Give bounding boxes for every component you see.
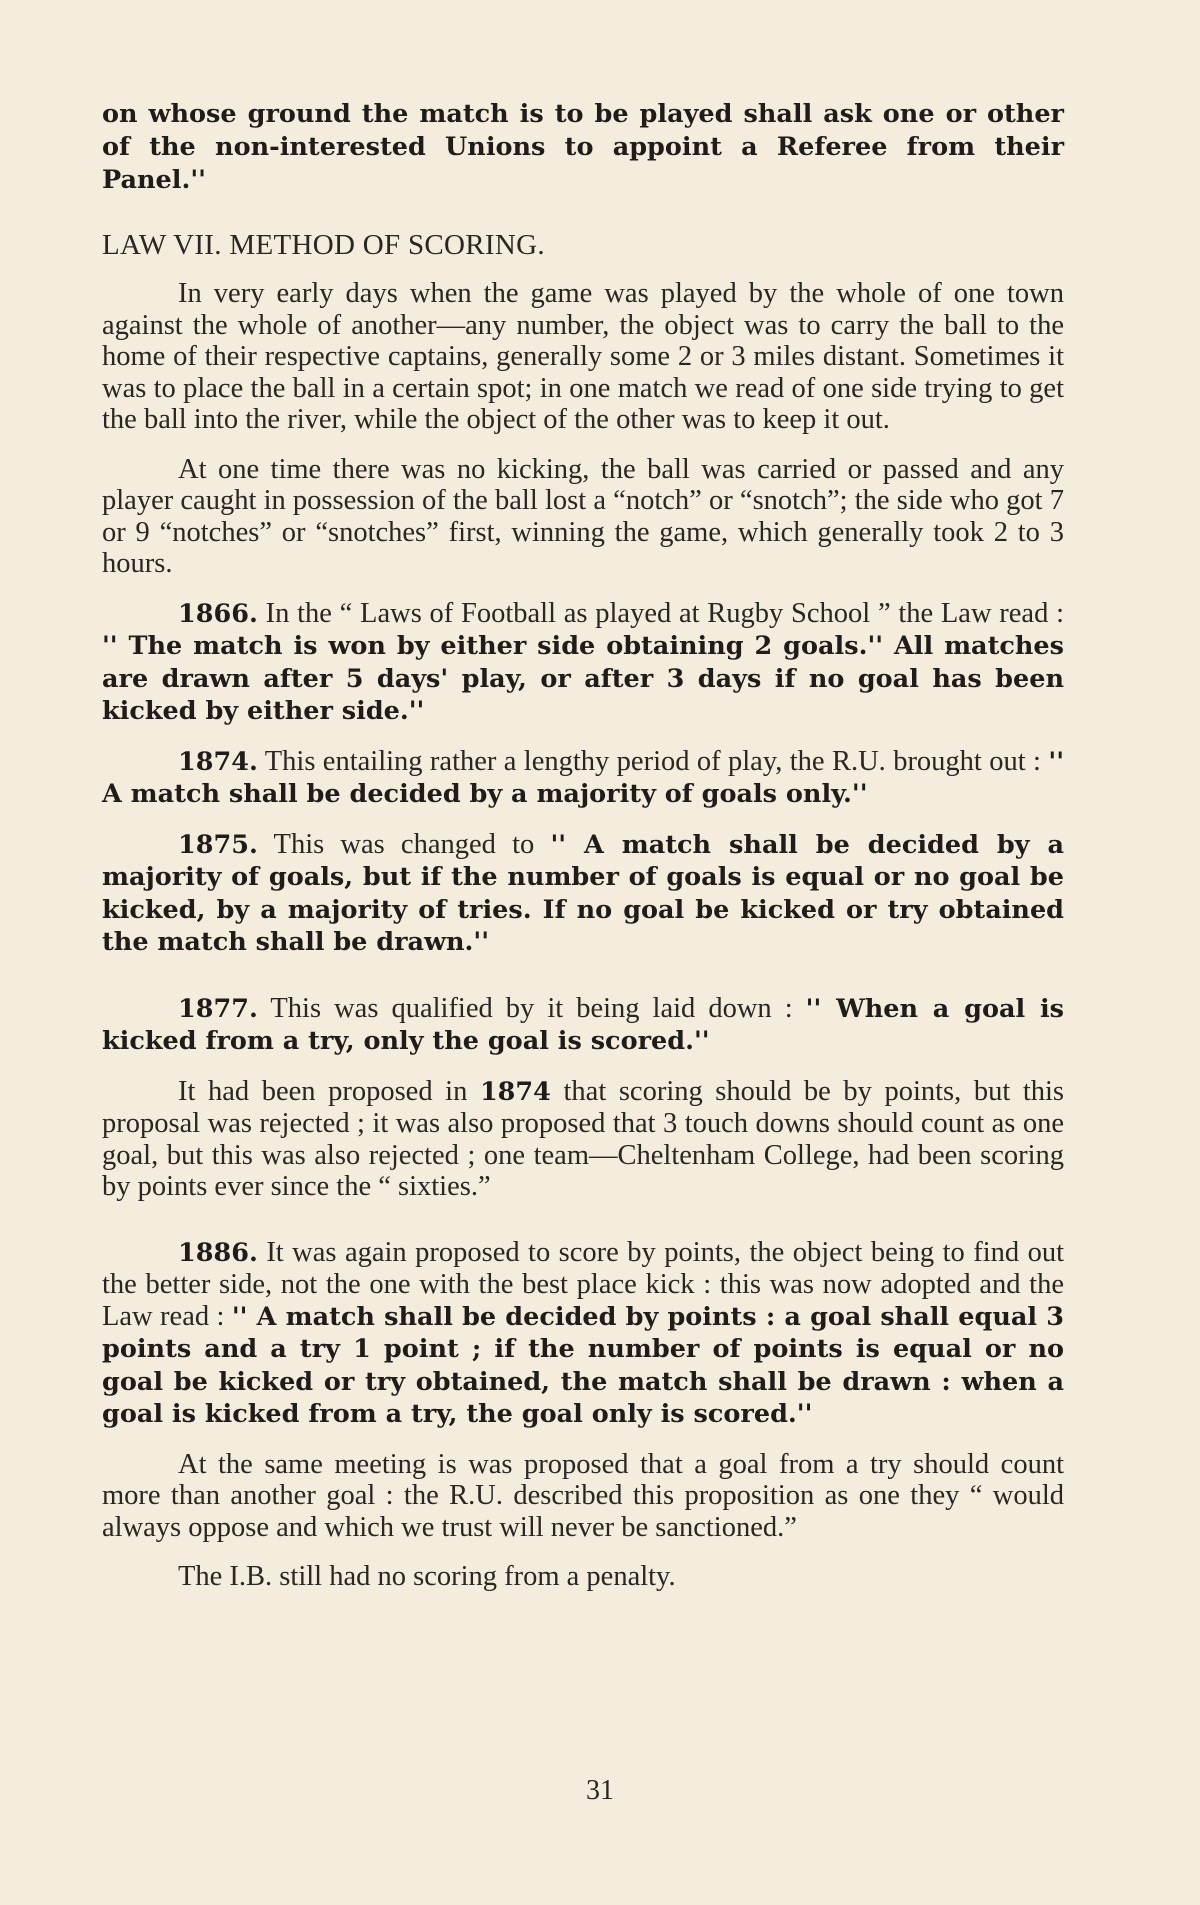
paragraph-1866 [102,598,1064,728]
year-label: 1874 [479,1076,551,1107]
year-label: 1875. [178,829,258,860]
paragraph-penalty: The I.B. still had no scoring from a penalty. [178,1561,676,1592]
section-heading: LAW VII. METHOD OF SCORING. [102,229,545,261]
year-label: 1886. [178,1237,258,1268]
paragraph-1875 [102,829,1064,959]
law-quote: '' The match is won by either side obtaining 2 goals.'' All matches are drawn after 5 days' play, or after 3 days if no goal has been kicked by either side.'' [102,631,1064,726]
paragraph-points-proposal [102,1076,1064,1203]
page-number: 31 [586,1775,614,1806]
year-label: 1866. [178,598,258,629]
paragraph-1877 [102,993,1064,1058]
law-quote: '' A match shall be decided by a majority of goals only.'' [102,746,1065,809]
paragraph-notches: At one time there was no kicking, the ball was carried or passed and any player caught in possession of the ball lost a “notch” or “snotch”; the side who got 7 or 9 “notches” or “snotches” first, winning the game, which generally took 2 to 3 hours. [102,453,1064,579]
year-label: 1877. [178,993,258,1024]
opening-paragraph: on whose ground the match is to be played shall ask one or other of the non-interested Unions to appoint a Referee from their Panel.'' [102,99,1064,195]
paragraph-text: It was again proposed to score by points, the object being to find out the better side, not the one with the best place kick : this was now adopted and the Law read : [102,1236,1064,1332]
paragraph-text: This was changed to [273,828,535,860]
paragraph-text: that scoring should be by points, but this proposal was rejected ; it was also proposed that 3 touch downs should count as one goal, but this was also rejected ; one team—Cheltenham College, had been scoring by points ever since the “ sixties.” [102,1075,1065,1202]
paragraph-text: In the “ Laws of Football as played at Rugby School ” the Law read : [265,597,1064,629]
paragraph-text: This entailing rather a lengthy period of play, the R.U. brought out : [264,745,1041,777]
year-label: 1874. [178,746,258,777]
paragraph-1874 [102,746,1064,811]
paragraph-text: This was qualified by it being laid down : [270,992,793,1024]
paragraph-same-meeting: At the same meeting is was proposed that a goal from a try should count more than another goal : the R.U. described this proposition as one they “ would always oppose and which we trust will never be sanctioned.” [102,1448,1064,1543]
law-quote: '' A match shall be decided by a majority of goals, but if the number of goals is equal or no goal be kicked, by a majority of tries. If no goal be kicked or try obtained the match shall be drawn.'' [102,829,1065,957]
law-quote: '' When a goal is kicked from a try, only the goal is scored.'' [102,993,1064,1056]
paragraph-early-days: In very early days when the game was played by the whole of one town against the whole of another—any number, the object was to carry the ball to the home of their respective captains, generally some 2 or 3 miles distant. Sometimes it was to place the ball in a certain spot; in one match we read of one side trying to get the ball into the river, while the object of the other was to keep it out. [102,278,1064,435]
paragraph-text: It had been proposed in [178,1075,468,1107]
paragraph-1886 [102,1237,1064,1431]
law-quote: '' A match shall be decided by points : a goal shall equal 3 points and a try 1 point ; if the number of points is equal or no goal be kicked or try obtained, the match shall be drawn : when a goal is kicked from a try, the goal only is scored.'' [102,1301,1064,1429]
